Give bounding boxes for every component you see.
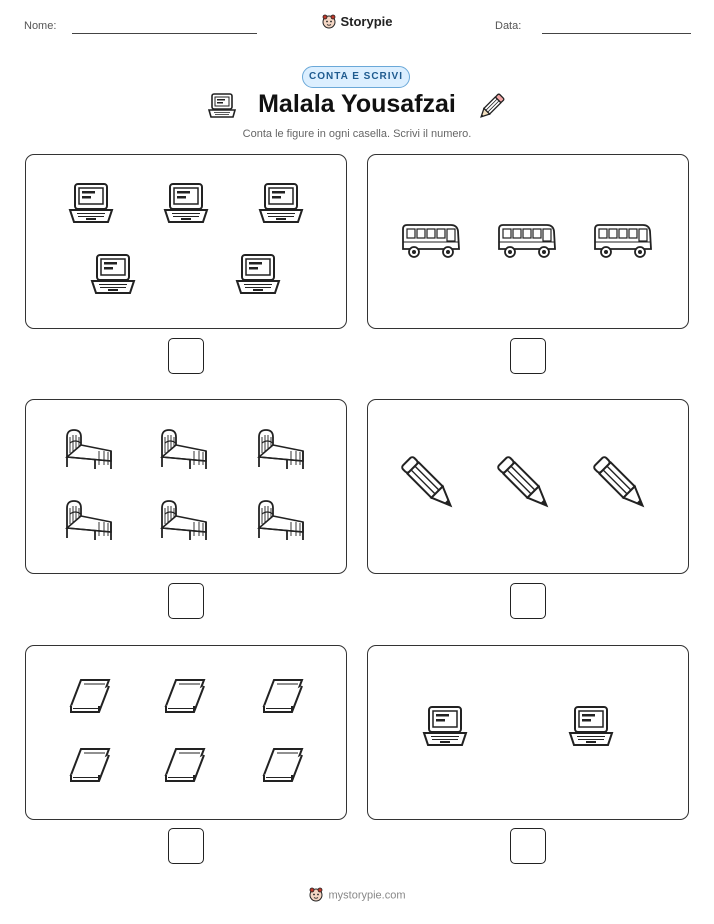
answer-box-2[interactable]: [510, 338, 546, 374]
footer-url: mystorypie.com: [328, 889, 406, 902]
bed-icon: [61, 427, 117, 476]
laptop-icon: [421, 705, 469, 754]
laptop-icon: [162, 182, 210, 231]
mascot-icon: [308, 886, 324, 905]
footer: [0, 886, 714, 905]
count-box-1: [25, 154, 347, 329]
bus-icon: [399, 221, 463, 266]
book-icon: [162, 676, 208, 721]
pencil-icon: [475, 91, 507, 128]
count-box-3: [25, 399, 347, 574]
activity-badge: CONTA E SCRIVI: [302, 66, 410, 88]
mascot-icon: [321, 13, 337, 32]
bed-icon: [156, 498, 212, 547]
bed-icon: [253, 427, 309, 476]
laptop-icon: [567, 705, 615, 754]
answer-box-6[interactable]: [510, 828, 546, 864]
pencil-icon: [398, 452, 462, 523]
date-field[interactable]: [542, 33, 691, 34]
answer-box-5[interactable]: [168, 828, 204, 864]
answer-box-3[interactable]: [168, 583, 204, 619]
book-icon: [260, 676, 306, 721]
book-icon: [260, 745, 306, 790]
answer-box-4[interactable]: [510, 583, 546, 619]
bed-icon: [156, 427, 212, 476]
bus-icon: [495, 221, 559, 266]
page-title: Malala Yousafzai: [258, 90, 456, 118]
count-box-5: [25, 645, 347, 820]
book-icon: [67, 676, 113, 721]
brand-logo: [0, 13, 714, 32]
bus-icon: [591, 221, 655, 266]
laptop-icon: [67, 182, 115, 231]
laptop-icon: [234, 253, 282, 302]
bed-icon: [61, 498, 117, 547]
laptop-icon: [89, 253, 137, 302]
answer-box-1[interactable]: [168, 338, 204, 374]
name-label: Nome:: [24, 20, 57, 32]
brand-name: Storypie: [340, 13, 393, 29]
book-icon: [162, 745, 208, 790]
count-box-6: [367, 645, 689, 820]
laptop-icon: [257, 182, 305, 231]
book-icon: [67, 745, 113, 790]
name-field[interactable]: [72, 33, 257, 34]
date-label: Data:: [495, 20, 522, 32]
pencil-icon: [494, 452, 558, 523]
instructions: Conta le figure in ogni casella. Scrivi il numero.: [242, 128, 472, 140]
bed-icon: [253, 498, 309, 547]
pencil-icon: [590, 452, 654, 523]
